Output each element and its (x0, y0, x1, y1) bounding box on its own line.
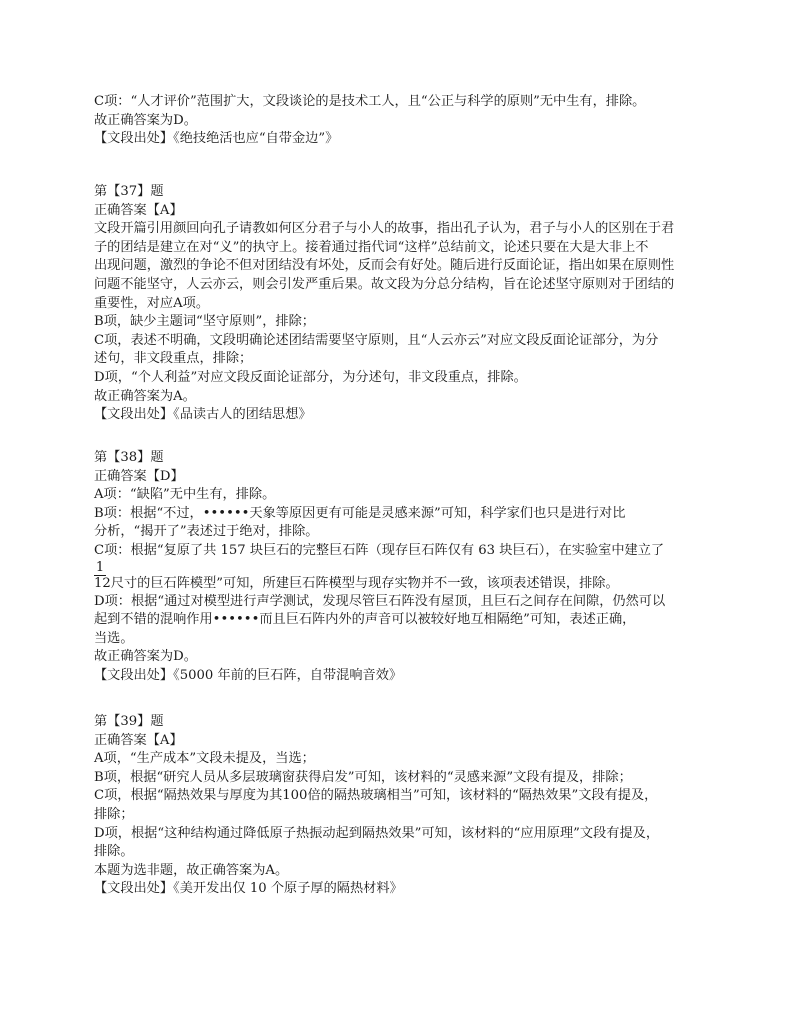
option-b-explanation: B项，缺少主题词“坚守原则”，排除； (94, 314, 315, 330)
option-c-explanation-cont: 述句，非文段重点，排除； (94, 351, 253, 367)
correct-answer-statement: 本题为选非题，故正确答案为A。 (94, 862, 289, 878)
option-b-explanation-cont: 分析，“揭开了”表述过于绝对，排除。 (94, 524, 319, 540)
option-d-explanation-cont: 排除。 (94, 844, 134, 860)
question-38 (94, 449, 714, 686)
explanation-line: 文段开篇引用颜回向孔子请教如何区分君子与小人的故事，指出孔子认为，君子与小人的区别在于君 (94, 221, 675, 237)
correct-answer-label: 正确答案【D】 (94, 468, 184, 484)
correct-answer-statement: 故正确答案为D。 (94, 649, 197, 665)
option-d-explanation: D项，根据“这种结构通过降低原子热振动起到隔热效果”可知，该材料的“应用原理”文段有提及， (94, 825, 660, 841)
fraction-denominator: 12 (94, 575, 111, 591)
option-c-explanation: C项：根据“复原了共 157 块巨石的完整巨石阵（现存巨石阵仅有 63 块巨石），在实验室中建立了 (94, 542, 665, 558)
source-citation: 【文段出处】《5000 年前的巨石阵，自带混响音效》 (94, 667, 403, 683)
fraction-line (94, 561, 714, 593)
option-d-explanation-cont: 起到不错的混响作用••••••而且巨石阵内外的声音可以被较好地互相隔绝”可知，表述正确， (94, 612, 636, 628)
option-d-explanation-cont: 当选。 (94, 630, 134, 646)
option-b-explanation: B项：根据“不过，••••••天象等原因更有可能是灵感来源”可知，科学家们也只是进行对比 (94, 505, 626, 521)
option-c-explanation: C项，表述不明确，文段明确论述团结需要坚守原则，且“人云亦云”对应文段反面论证部分，为分 (94, 332, 659, 348)
question-title: 第【38】题 (94, 450, 164, 465)
source-citation: 【文段出处】《绝技绝活也应“自带金边”》 (94, 131, 339, 147)
correct-answer-label: 正确答案【A】 (94, 732, 183, 748)
option-d-explanation: D项，“个人利益”对应文段反面论证部分，为分述句，非文段重点，排除。 (94, 369, 527, 385)
option-c-explanation-cont: 排除； (94, 806, 134, 822)
question-title: 第【37】题 (94, 184, 164, 199)
option-c-explanation: C项：“人才评价”范围扩大，文段谈论的是技术工人，且“公正与科学的原则”无中生有，排除。 (94, 94, 646, 109)
option-b-explanation: B项，根据“研究人员从多层玻璃窗获得启发”可知，该材料的“灵感来源”文段有提及，排除； (94, 769, 632, 785)
question-39 (94, 713, 714, 899)
explanation-line: 出现问题，激烈的争论不但对团结没有坏处，反而会有好处。随后进行反面论证，指出如果在原则性 (94, 258, 675, 274)
question-title: 第【39】题 (94, 714, 164, 729)
explanation-line: 问题不能坚守，人云亦云，则会引发严重后果。故文段为分总分结构，旨在论述坚守原则对于团结的 (94, 276, 675, 292)
option-c-explanation: C项，根据“隔热效果与厚度为其100倍的隔热玻璃相当”可知，该材料的“隔热效果”文段有提及， (94, 788, 658, 804)
explanation-line: 重要性，对应A项。 (94, 295, 210, 311)
option-a-explanation: A项，“生产成本”文段未提及，当选； (94, 751, 315, 767)
correct-answer-label: 正确答案【A】 (94, 202, 183, 218)
fraction (94, 561, 106, 576)
option-d-explanation: D项：根据“通过对模型进行声学测试，发现尽管巨石阵没有屋顶，且巨石之间存在间隙，仍然可以 (94, 593, 666, 609)
correct-answer-statement: 故正确答案为A。 (94, 388, 196, 404)
option-c-explanation-cont: 尺寸的巨石阵模型”可知，所建巨石阵模型与现存实物并不一致，该项表述错误，排除。 (110, 575, 619, 591)
question-37 (94, 183, 714, 425)
option-a-explanation: A项：“缺陷”无中生有，排除。 (94, 487, 276, 503)
fraction-numerator: 1 (95, 559, 105, 575)
fraction-line-text (94, 575, 619, 594)
explanation-line: 子的团结是建立在对“义”的执守上。接着通过指代词“这样”总结前文，论述只要在大是大非上不 (94, 239, 649, 255)
previous-question-tail (94, 93, 714, 149)
source-citation: 【文段出处】《美开发出仅 10 个原子厚的隔热材料》 (94, 881, 403, 897)
correct-answer-statement: 故正确答案为D。 (94, 112, 197, 128)
source-citation: 【文段出处】《品读古人的团结思想》 (94, 407, 312, 423)
